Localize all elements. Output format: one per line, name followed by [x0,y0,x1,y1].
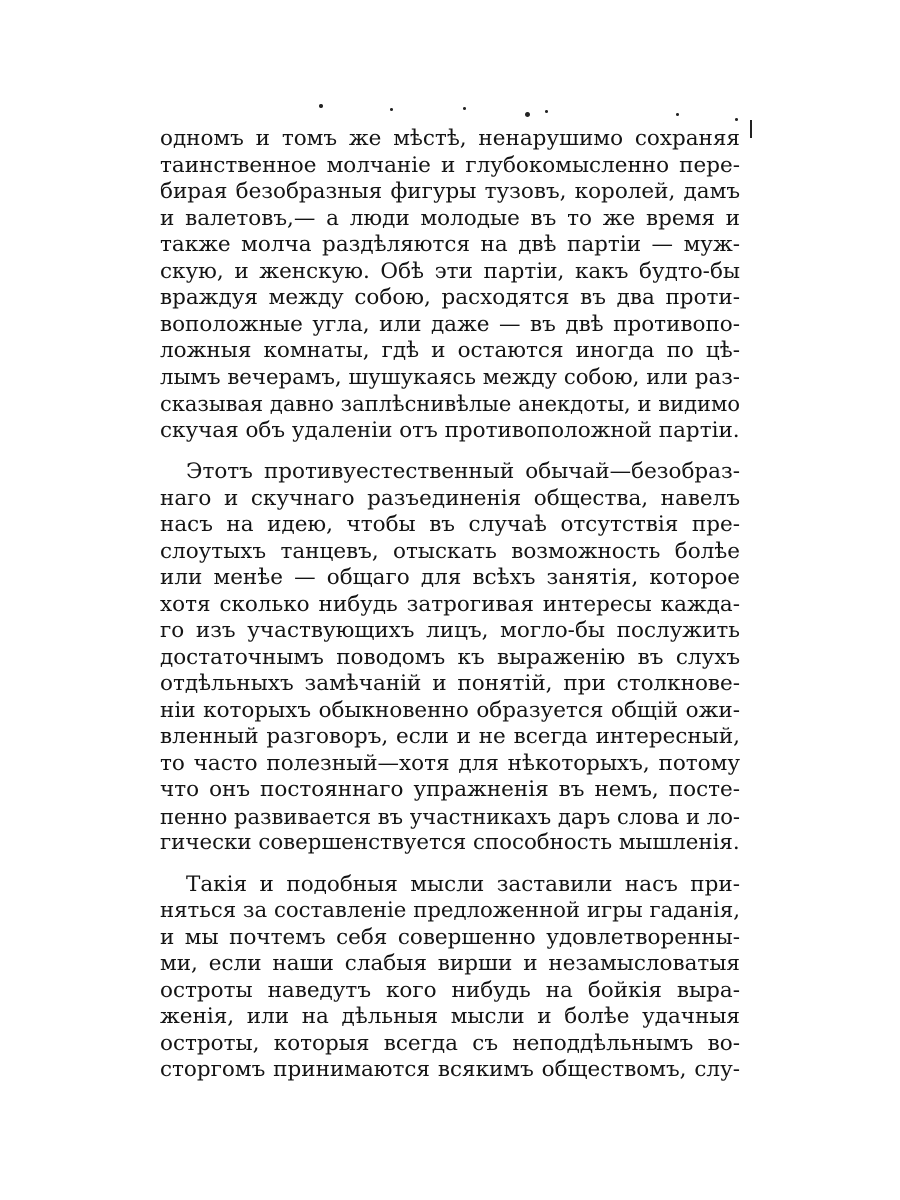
paragraph-gap [160,444,740,459]
text-line: насъ на идею, чтобы въ случаѣ отсутствія пре- [160,512,740,537]
text-line: остроты наведутъ кого нибудь на бойкія выра- [160,977,740,1003]
text-line: няться за составленіе предложенной игры гаданія, [160,898,740,923]
text-line: пенно развивается въ участникахъ даръ слова и ло- [160,803,740,829]
text-line: вленный разговоръ, если и не всегда интересный, [160,724,740,749]
margin-mark [750,120,752,138]
body-text [160,126,740,1084]
paragraph [160,459,740,857]
text-line: го изъ участвующихъ лицъ, могло-бы послужить [160,618,740,643]
print-speck [463,107,466,110]
text-line: и мы почтемъ себя совершенно удовлетворенны- [160,924,740,950]
text-line: и валетовъ,— а люди молодые въ то же время и [160,205,740,231]
text-line: скучая объ удаленіи отъ противоположной партіи. [160,417,740,443]
print-speck [390,108,393,111]
text-line: достаточнымъ поводомъ къ выраженію въ слухъ [160,644,740,670]
text-line: ложныя комнаты, гдѣ и остаются иногда по цѣ- [160,338,740,363]
print-speck [319,104,323,108]
text-line: воположные угла, или даже — въ двѣ противопо- [160,311,740,337]
text-line: скую, и женскую. Обѣ эти партіи, какъ будто-бы [160,258,740,284]
text-line: отдѣльныхъ замѣчаній и понятій, при столкнове- [160,671,740,696]
text-line: одномъ и томъ же мѣстѣ, ненарушимо сохраняя [160,126,740,151]
text-line: или менѣе — общаго для всѣхъ занятія, которое [160,565,740,590]
text-line: ми, если наши слабыя вирши и незамысловатыя [160,951,740,976]
text-line: остроты, которыя всегда съ неподдѣльнымъ во- [160,1030,740,1056]
text-line: Этотъ противуестественный обычай—безобраз- [186,459,740,484]
print-speck [525,112,530,117]
print-speck [735,118,738,121]
text-line: ніи которыхъ обыкновенно образуется общій ожи- [160,697,740,723]
text-line: таинственное молчаніе и глубокомысленно пере- [160,152,740,178]
text-line: сказывая давно заплѣснивѣлые анекдоты, и видимо [160,391,740,416]
paragraph-gap [160,857,740,872]
text-line: бирая безобразныя фигуры тузовъ, королей, дамъ [160,179,740,204]
text-line: также молча раздѣляются на двѣ партіи — муж- [160,232,740,257]
text-line: Такія и подобныя мысли заставили насъ при- [186,871,740,897]
paragraph [160,872,740,1084]
text-line: слоутыхъ танцевъ, отыскать возможность болѣе [160,538,740,564]
text-line: то часто полезный—хотя для нѣкоторыхъ, потому [160,750,740,776]
text-line: лымъ вечерамъ, шушукаясь между собою, или раз- [160,364,740,390]
text-line: что онъ постояннаго упражненія въ немъ, посте- [160,777,740,802]
text-line: гически совершенствуется способность мышленія. [160,830,740,855]
text-line: наго и скучнаго разъединенія общества, навелъ [160,485,740,511]
print-speck [676,113,679,116]
text-line: хотя сколько нибудь затрогивая интересы кажда- [160,591,740,617]
text-line: враждуя между собою, расходятся въ два проти- [160,285,740,310]
text-line: женія, или на дѣльныя мысли и болѣе удачныя [160,1004,740,1029]
text-line: сторгомъ принимаются всякимъ обществомъ, слу- [160,1057,740,1082]
paragraph [160,126,740,444]
print-speck [545,110,548,113]
